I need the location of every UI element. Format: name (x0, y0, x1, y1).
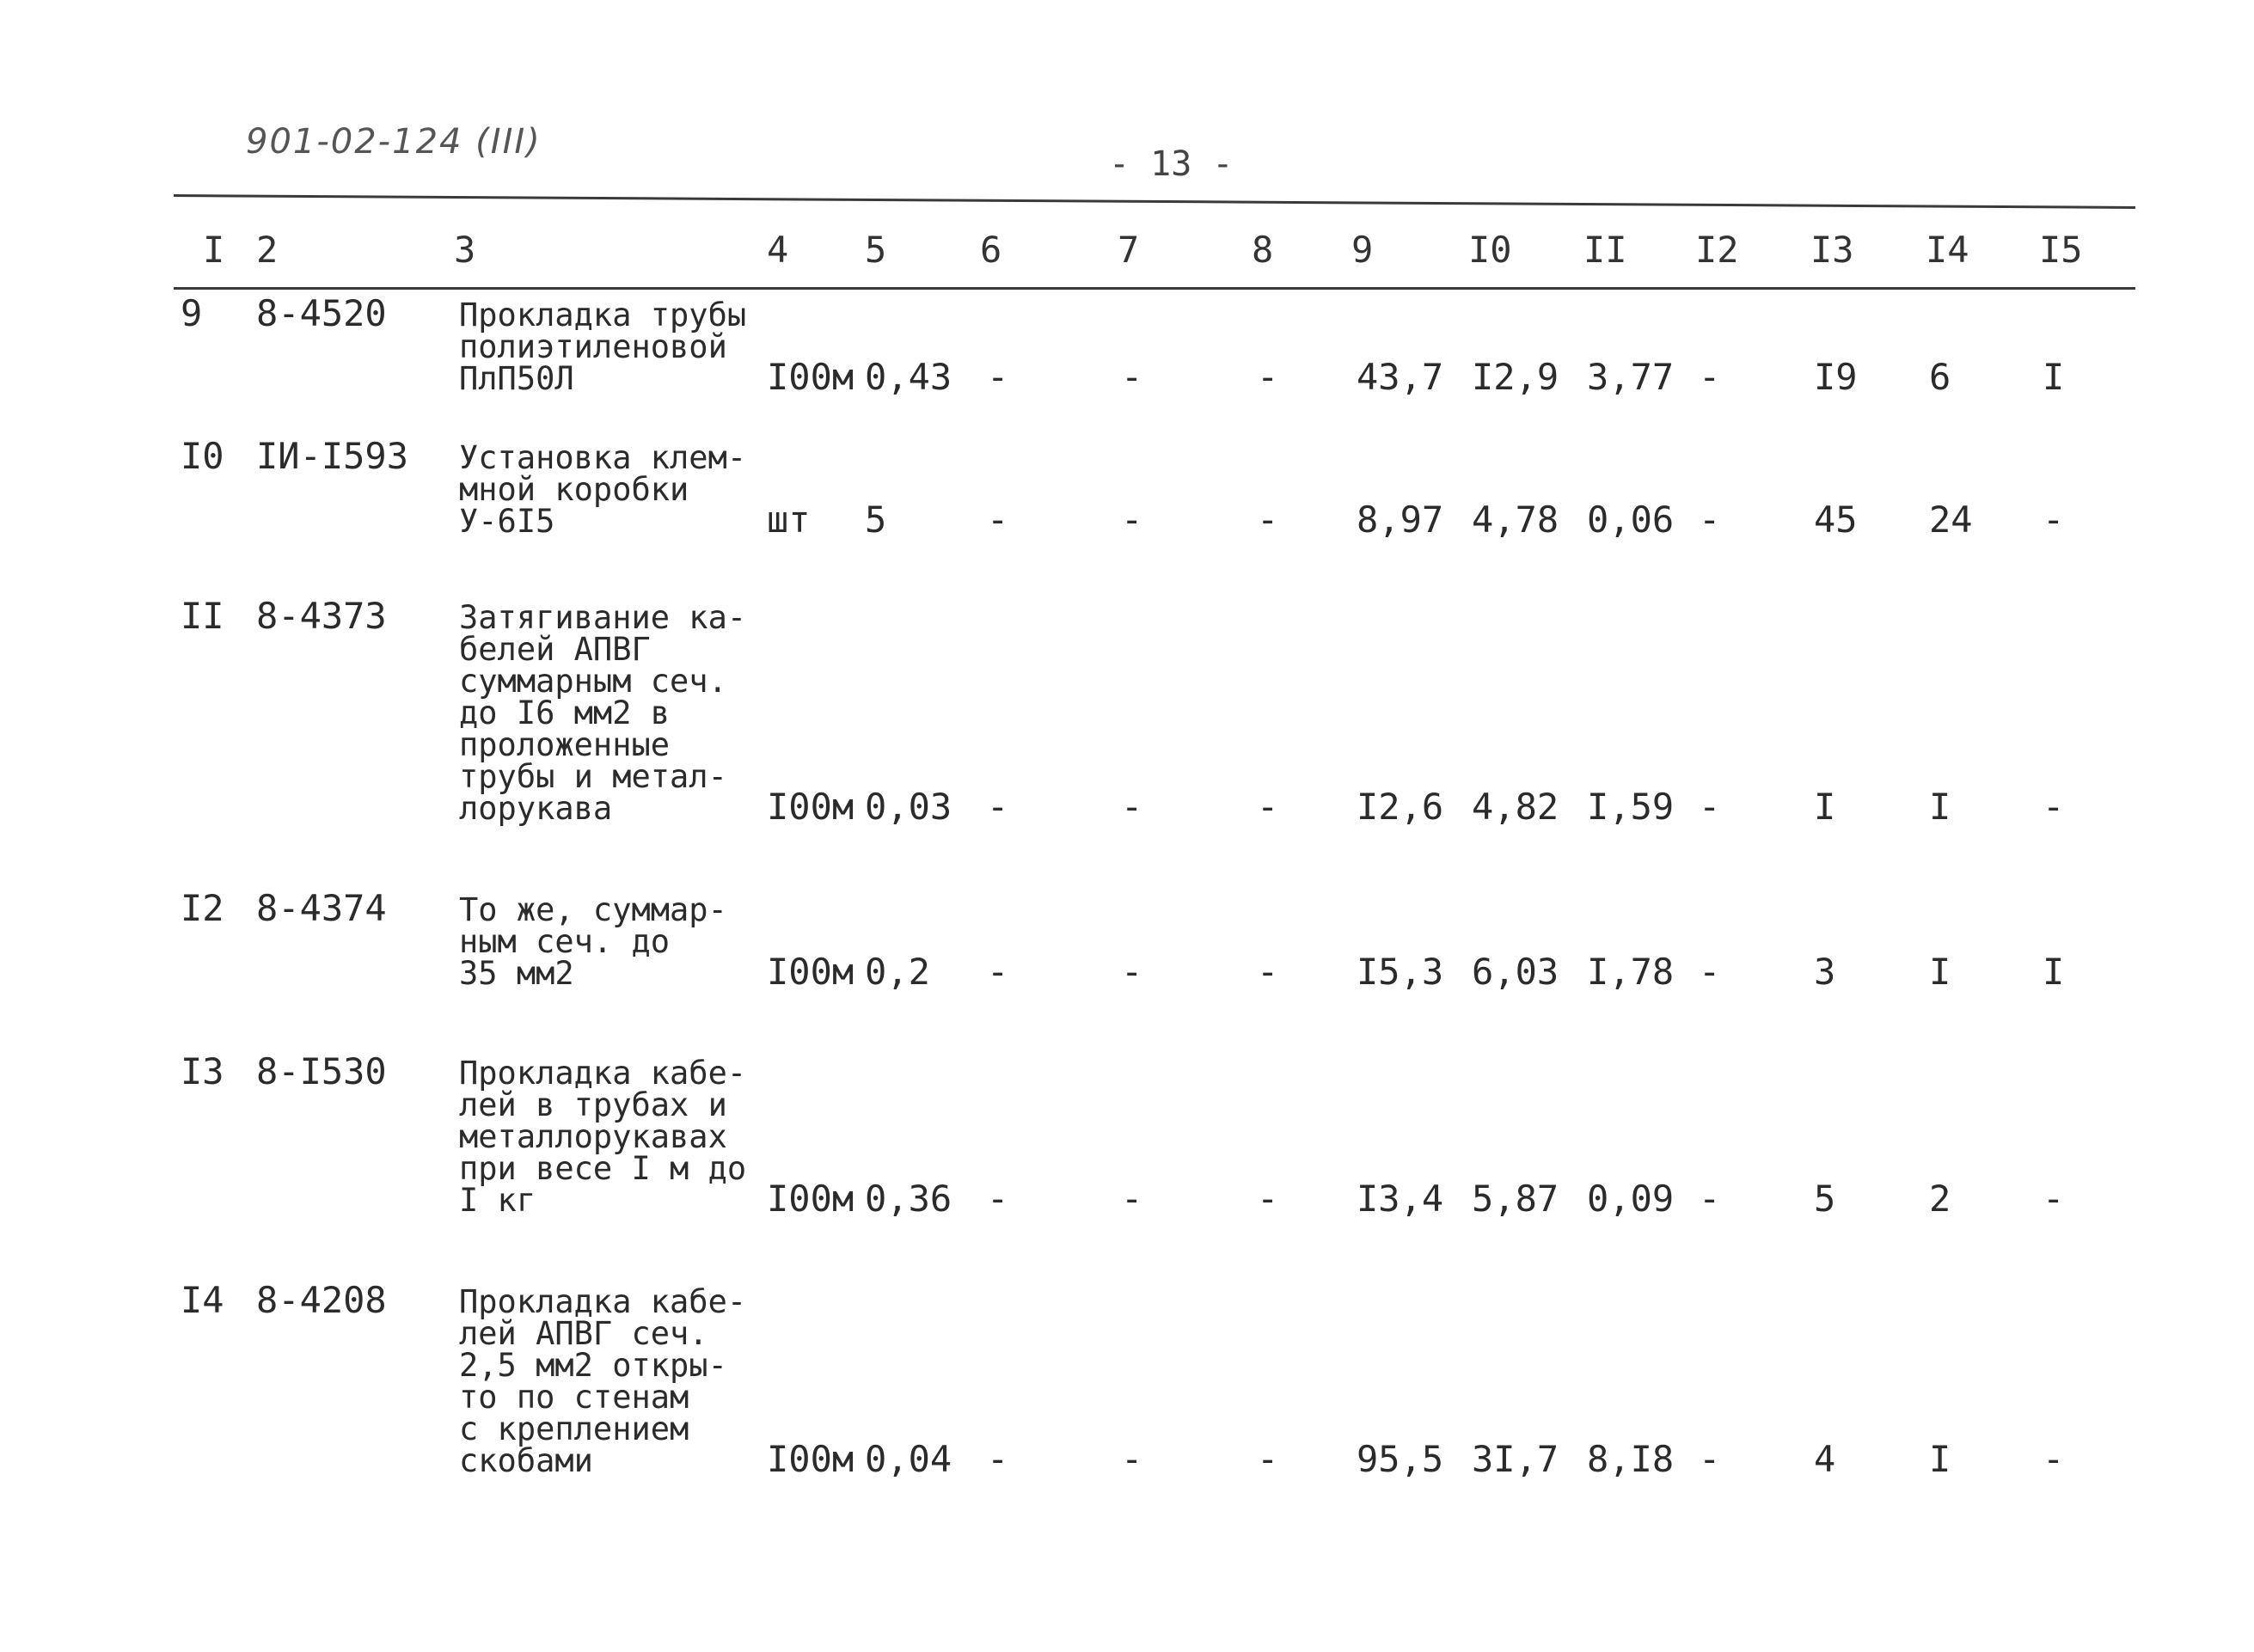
value-c11: 3,77 (1587, 356, 1675, 398)
description-line: полиэтиленовой (459, 328, 727, 365)
row-number: I4 (181, 1279, 224, 1321)
column-header-3: 3 (454, 229, 476, 271)
value-c9: I5,3 (1357, 951, 1444, 993)
description-line: лей в трубах и (459, 1086, 727, 1123)
value-unit: I00м (767, 786, 854, 828)
column-header-8: 8 (1252, 229, 1274, 271)
value-c8: - (1257, 951, 1279, 993)
page-number: - 13 - (1109, 144, 1234, 184)
value-c13: 5 (1814, 1178, 1836, 1220)
value-c8: - (1257, 499, 1279, 541)
value-c9: I3,4 (1357, 1178, 1444, 1220)
value-c11: I,59 (1587, 786, 1675, 828)
description-line: 35 мм2 (459, 955, 574, 992)
value-c12: - (1699, 356, 1721, 398)
value-c9: 8,97 (1357, 499, 1444, 541)
value-c10: 3I,7 (1472, 1438, 1559, 1480)
description-line: Прокладка трубы (459, 297, 747, 333)
column-header-9: 9 (1351, 229, 1374, 271)
description-line: Затягивание ка- (459, 599, 747, 636)
description-line: ПлП50Л (459, 360, 574, 397)
description-line: проложенные (459, 726, 671, 763)
value-qty: 0,03 (865, 786, 952, 828)
description-line: то по стенам (459, 1379, 689, 1416)
value-c6: - (987, 356, 1009, 398)
value-c14: 2 (1929, 1178, 1951, 1220)
value-c13: 3 (1814, 951, 1836, 993)
description-line: I кг (459, 1182, 536, 1219)
value-c8: - (1257, 786, 1279, 828)
value-c7: - (1121, 1438, 1143, 1480)
column-header-6: 6 (980, 229, 1002, 271)
description-line: с креплением (459, 1410, 689, 1447)
value-c6: - (987, 1438, 1009, 1480)
value-unit: I00м (767, 951, 854, 993)
value-c9: 43,7 (1357, 356, 1444, 398)
description-line: лорукава (459, 790, 613, 827)
value-c9: I2,6 (1357, 786, 1444, 828)
value-c10: 5,87 (1472, 1178, 1559, 1220)
value-c15: I (2043, 356, 2065, 398)
value-c11: I,78 (1587, 951, 1675, 993)
document-code: 901-02-124 (III) (246, 122, 542, 162)
row-number: I0 (181, 435, 224, 477)
description-line: скобами (459, 1442, 593, 1479)
value-qty: 0,04 (865, 1438, 952, 1480)
work-description (459, 299, 777, 395)
value-c14: I (1929, 951, 1951, 993)
value-c11: 0,06 (1587, 499, 1675, 541)
value-c8: - (1257, 1178, 1279, 1220)
value-unit: I00м (767, 356, 854, 398)
value-c9: 95,5 (1357, 1438, 1444, 1480)
value-c15: - (2043, 1178, 2065, 1220)
value-qty: 5 (865, 499, 887, 541)
value-c14: I (1929, 1438, 1951, 1480)
column-header-11: II (1583, 229, 1627, 271)
value-unit: шт (767, 499, 811, 541)
column-header-14: I4 (1926, 229, 1969, 271)
column-header-1: I (203, 229, 225, 271)
description-line: белей АПВГ (459, 631, 651, 668)
rate-code: 8-4374 (256, 887, 387, 929)
description-line: трубы и метал- (459, 758, 727, 795)
column-header-7: 7 (1118, 229, 1140, 271)
column-header-2: 2 (256, 229, 279, 271)
work-description (459, 1055, 777, 1219)
column-header-12: I2 (1695, 229, 1739, 271)
value-c12: - (1699, 786, 1721, 828)
value-c14: I (1929, 786, 1951, 828)
header-rule (174, 287, 2135, 290)
description-line: лей АПВГ сеч. (459, 1315, 708, 1352)
column-header-4: 4 (767, 229, 789, 271)
description-line: мной коробки (459, 471, 689, 508)
work-description (459, 1283, 777, 1479)
row-number: II (181, 595, 224, 637)
row-number: I3 (181, 1050, 224, 1092)
value-c10: 4,78 (1472, 499, 1559, 541)
value-c12: - (1699, 1438, 1721, 1480)
value-c7: - (1121, 951, 1143, 993)
value-c6: - (987, 499, 1009, 541)
value-qty: 0,43 (865, 356, 952, 398)
rate-code: 8-4373 (256, 595, 387, 637)
work-description (459, 599, 777, 827)
value-c15: - (2043, 1438, 2065, 1480)
value-c8: - (1257, 1438, 1279, 1480)
description-line: ным сеч. до (459, 923, 671, 960)
value-qty: 0,2 (865, 951, 930, 993)
column-header-5: 5 (865, 229, 887, 271)
rate-code: 8-I530 (256, 1050, 387, 1092)
value-c11: 8,I8 (1587, 1438, 1675, 1480)
value-c13: 45 (1814, 499, 1858, 541)
rate-code: IИ-I593 (256, 435, 409, 477)
description-line: То же, суммар- (459, 891, 727, 928)
value-c15: - (2043, 786, 2065, 828)
description-line: суммарным сеч. (459, 663, 727, 700)
value-c15: - (2043, 499, 2065, 541)
value-c7: - (1121, 1178, 1143, 1220)
value-unit: I00м (767, 1178, 854, 1220)
description-line: Установка клем- (459, 439, 747, 476)
value-c11: 0,09 (1587, 1178, 1675, 1220)
column-header-10: I0 (1468, 229, 1512, 271)
value-unit: I00м (767, 1438, 854, 1480)
work-description (459, 891, 777, 992)
value-c10: 4,82 (1472, 786, 1559, 828)
value-c12: - (1699, 951, 1721, 993)
rate-code: 8-4520 (256, 292, 387, 334)
value-c13: I (1814, 786, 1836, 828)
value-c13: I9 (1814, 356, 1858, 398)
value-c15: I (2043, 951, 2065, 993)
row-number: 9 (181, 292, 203, 334)
value-c7: - (1121, 356, 1143, 398)
description-line: 2,5 мм2 откры- (459, 1347, 727, 1384)
description-line: У-6I5 (459, 503, 555, 540)
row-number: I2 (181, 887, 224, 929)
value-c12: - (1699, 499, 1721, 541)
value-c14: 6 (1929, 356, 1951, 398)
value-c10: 6,03 (1472, 951, 1559, 993)
rate-code: 8-4208 (256, 1279, 387, 1321)
description-line: до I6 мм2 в (459, 694, 671, 731)
value-c7: - (1121, 499, 1143, 541)
top-rule (174, 194, 2135, 209)
value-c6: - (987, 1178, 1009, 1220)
description-line: при весе I м до (459, 1150, 747, 1187)
value-qty: 0,36 (865, 1178, 952, 1220)
description-line: металлорукавах (459, 1118, 727, 1155)
work-description (459, 439, 777, 540)
value-c12: - (1699, 1178, 1721, 1220)
value-c7: - (1121, 786, 1143, 828)
value-c6: - (987, 951, 1009, 993)
value-c13: 4 (1814, 1438, 1836, 1480)
column-header-15: I5 (2039, 229, 2083, 271)
description-line: Прокладка кабе- (459, 1055, 747, 1092)
description-line: Прокладка кабе- (459, 1283, 747, 1320)
value-c10: I2,9 (1472, 356, 1559, 398)
column-header-13: I3 (1810, 229, 1854, 271)
value-c14: 24 (1929, 499, 1973, 541)
value-c6: - (987, 786, 1009, 828)
value-c8: - (1257, 356, 1279, 398)
